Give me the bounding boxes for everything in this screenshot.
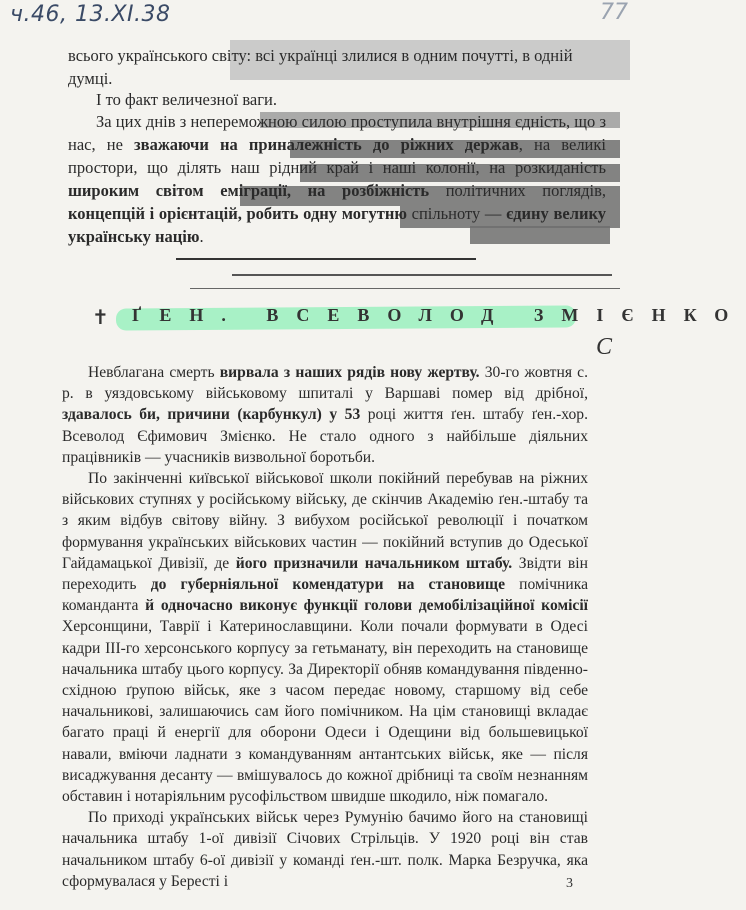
page-number: 3	[566, 876, 573, 891]
text-run: році життя ґен. штабу ґен.-хор. Всеволод Єфимович Змієнко. Не стало одного з найбільше діяльних працівників — учасників визвольної боротьби.	[62, 406, 589, 466]
section-divider	[190, 288, 620, 289]
bold-run: вирвала з наших рядів нову жертву.	[219, 364, 480, 381]
text-run: 30-го жовтня с. р. в уяздовському військовому шпиталі у Варшаві помер від дрібної,	[62, 364, 588, 403]
article-paragraph: По приході українських військ через Румунію бачимо його на становищі начальника штабу 1-ої дивізії Січових Стрільців. У 1920 році він став начальником штабу 6-ої дивізії у команді ґен.-шт. полк. Марка Безручка, яка сформувалася у Бересті і	[62, 809, 588, 890]
bold-run: його призначили начальником штабу.	[235, 554, 513, 572]
text-run: Звідти він переходить	[62, 554, 588, 594]
bold-run: й одночасно виконує функції голови демобілізаційної комісії	[145, 597, 588, 615]
handwritten-page-number: 77	[600, 0, 628, 25]
bold-run: широким світом еміграції, на розбіжність	[68, 181, 430, 200]
article-body	[62, 362, 588, 892]
text-run: спільноту —	[406, 204, 507, 223]
article-title: ҐЕН. ВСЕВОЛОД ЗМІЄНКО	[132, 305, 746, 325]
article-heading	[92, 305, 746, 335]
text-run: За цих днів з непереможною силою проступила внутрішня єдність, що з нас, не	[68, 112, 606, 154]
text-run: Херсонщини, Таврії і Катеринославщини. Коли почали формувати в Одесі кадри ІІІ-го херсонського корпусу за гетьманату, він переходить на становище начальника штабу цього корпусу. За Директорії обняв командування південно-східною ґрупою військ, яке з часом передає новому, старшому від себе начальникові, залишаючись сам його помічником. На цім становищі вкладає багато праці й енергії для оборони Одеси і Одещини від большевицької навали, вміючи ладнати з командуванням антантських військ, яке — після висаджування десанту — вмішувалось до кожної дрібниці та своїм незнанням обставин і нотаріяльним русофільством швидше шкодило, ніж помагало.	[62, 618, 588, 806]
obituary-cross-icon: ✝	[92, 307, 109, 329]
handwritten-archive-note: ч.46, 13.XI.38	[10, 2, 171, 27]
section-divider	[176, 258, 476, 260]
bold-run: концепцій і орієнтацій, робить одну могутню	[68, 204, 407, 223]
intro-unity-paragraph	[68, 110, 606, 248]
text-run: Невблагана смерть	[88, 364, 220, 381]
text-run: .	[199, 227, 204, 246]
section-divider	[232, 274, 612, 276]
article-paragraph	[62, 362, 588, 468]
bold-run: зважаючи на приналежність до ріжних держав	[134, 135, 519, 154]
text-run: помічника команданта	[62, 576, 589, 615]
text-run: політичних поглядів,	[429, 181, 606, 200]
bold-run: єдину велику українську націю	[68, 204, 606, 246]
intro-fact-sentence: І то факт величезної ваги.	[96, 90, 277, 109]
article-paragraph	[62, 468, 588, 807]
margin-annotation: C	[596, 334, 613, 360]
text-run: По закінченні київської військової школи покійний перебував на ріжних військових ступнях у російському війську, де скінчив Академію ґен.-штабу та з яким відбув світову війну. З вибухом російської революції і початком формування українських військових частин — покійний вступив до Одеської Гайдамацької Дивізії, де	[62, 470, 588, 572]
bold-run: здавалось би, причини (карбункул) у 53	[62, 406, 361, 424]
intro-paragraph-tail: всього українського світу: всі українці злилися в одним почутті, в одній думці.	[68, 46, 573, 88]
text-run: , на великі простори, що ділять наш рідний край і наші колонії, на розкиданість	[68, 135, 606, 177]
bold-run: до губерніяльної комендатури на становище	[150, 576, 505, 594]
